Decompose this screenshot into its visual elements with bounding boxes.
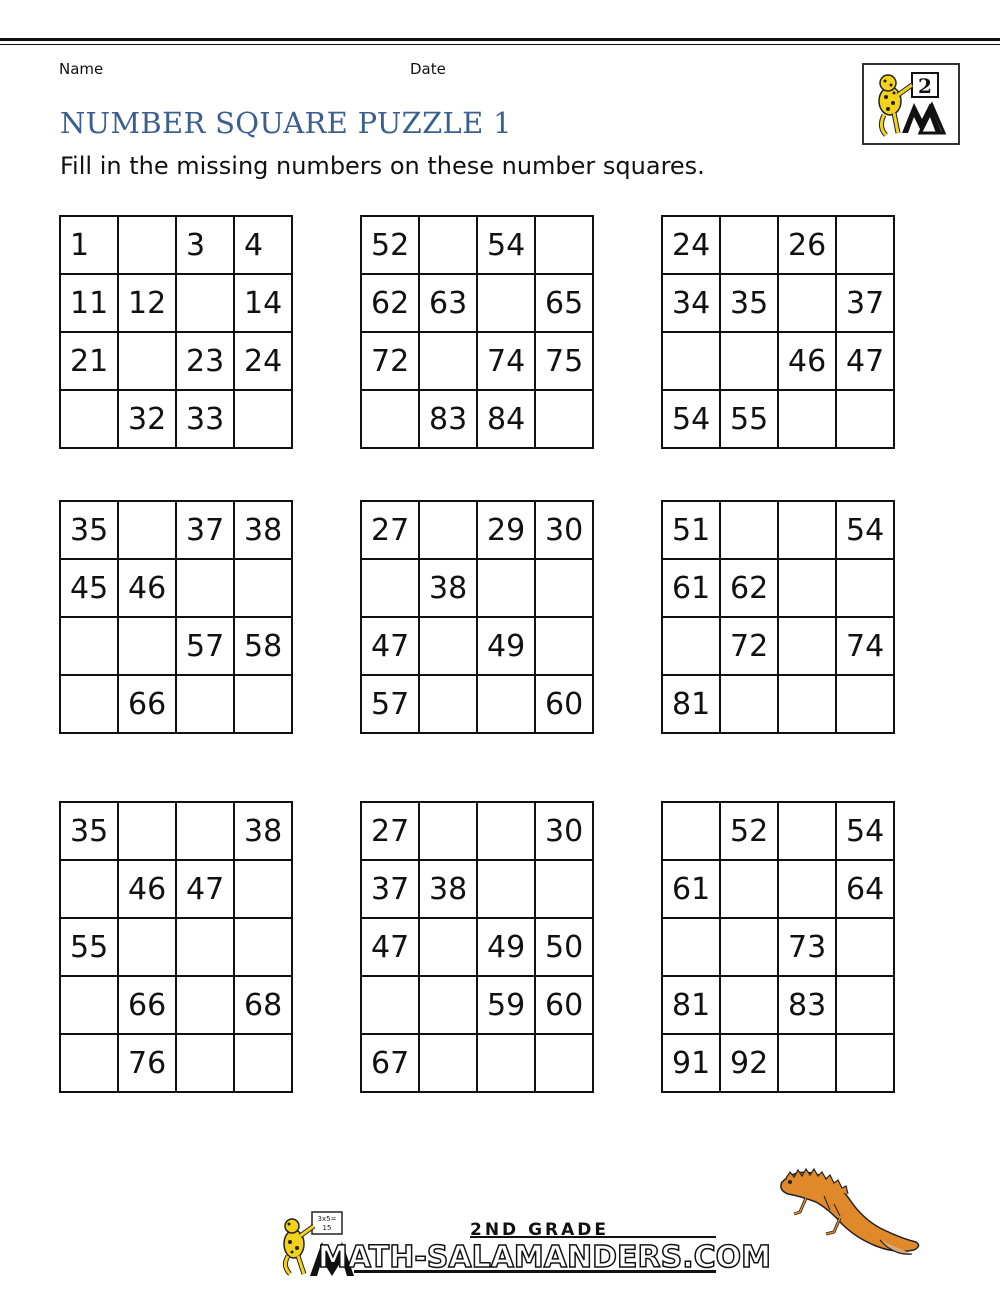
number-square-5 <box>360 500 594 734</box>
blank-cell[interactable] <box>176 675 234 733</box>
svg-text:3x5=: 3x5= <box>317 1215 337 1223</box>
blank-cell[interactable] <box>535 617 593 675</box>
number-cell: 26 <box>778 216 836 274</box>
grid-row <box>361 559 593 617</box>
blank-cell[interactable] <box>535 860 593 918</box>
number-cell: 72 <box>361 332 419 390</box>
name-label: Name <box>59 60 104 78</box>
number-cell: 57 <box>361 675 419 733</box>
number-cell: 37 <box>836 274 894 332</box>
blank-cell[interactable] <box>836 559 894 617</box>
number-cell: 75 <box>535 332 593 390</box>
number-cell: 61 <box>662 559 720 617</box>
number-cell: 30 <box>535 802 593 860</box>
number-cell: 24 <box>662 216 720 274</box>
number-cell: 73 <box>778 918 836 976</box>
blank-cell[interactable] <box>118 617 176 675</box>
number-square-3 <box>661 215 895 449</box>
page-title: NUMBER SQUARE PUZZLE 1 <box>60 106 512 140</box>
blank-cell[interactable] <box>720 860 778 918</box>
grid-row <box>361 216 593 274</box>
grid-row <box>361 802 593 860</box>
blank-cell[interactable] <box>477 1034 535 1092</box>
grid-row <box>361 675 593 733</box>
number-cell: 76 <box>118 1034 176 1092</box>
blank-cell[interactable] <box>778 501 836 559</box>
blank-cell[interactable] <box>662 332 720 390</box>
blank-cell[interactable] <box>419 976 477 1034</box>
number-cell: 38 <box>234 501 292 559</box>
number-cell: 50 <box>535 918 593 976</box>
number-square-1 <box>59 215 293 449</box>
number-cell: 52 <box>720 802 778 860</box>
blank-cell[interactable] <box>419 1034 477 1092</box>
svg-text:2: 2 <box>918 74 932 98</box>
number-cell: 52 <box>361 216 419 274</box>
number-cell: 60 <box>535 976 593 1034</box>
blank-cell[interactable] <box>176 1034 234 1092</box>
number-cell: 34 <box>662 274 720 332</box>
blank-cell[interactable] <box>60 976 118 1034</box>
blank-cell[interactable] <box>535 390 593 448</box>
number-cell: 35 <box>720 274 778 332</box>
date-label: Date <box>410 60 446 78</box>
number-cell: 38 <box>234 802 292 860</box>
blank-cell[interactable] <box>176 976 234 1034</box>
blank-cell[interactable] <box>836 390 894 448</box>
blank-cell[interactable] <box>836 918 894 976</box>
blank-cell[interactable] <box>118 501 176 559</box>
salamander-icon <box>776 1160 926 1260</box>
grid-row <box>662 860 894 918</box>
number-cell: 68 <box>234 976 292 1034</box>
number-cell: 3 <box>176 216 234 274</box>
number-cell: 60 <box>535 675 593 733</box>
number-cell: 45 <box>60 559 118 617</box>
number-square-8 <box>360 801 594 1093</box>
blank-cell[interactable] <box>234 918 292 976</box>
blank-cell[interactable] <box>535 559 593 617</box>
blank-cell[interactable] <box>778 802 836 860</box>
number-cell: 84 <box>477 390 535 448</box>
grid-row <box>662 675 894 733</box>
grid-row <box>60 918 292 976</box>
blank-cell[interactable] <box>234 675 292 733</box>
blank-cell[interactable] <box>477 675 535 733</box>
grid-row <box>361 918 593 976</box>
number-cell: 27 <box>361 802 419 860</box>
grid-row <box>662 559 894 617</box>
grid-row <box>662 501 894 559</box>
blank-cell[interactable] <box>778 1034 836 1092</box>
number-cell: 91 <box>662 1034 720 1092</box>
number-cell: 57 <box>176 617 234 675</box>
number-cell: 38 <box>419 860 477 918</box>
blank-cell[interactable] <box>778 860 836 918</box>
grid-row <box>361 501 593 559</box>
number-square-9 <box>661 801 895 1093</box>
grid-row <box>361 274 593 332</box>
blank-cell[interactable] <box>176 802 234 860</box>
grid-row <box>662 332 894 390</box>
blank-cell[interactable] <box>361 390 419 448</box>
blank-cell[interactable] <box>836 216 894 274</box>
blank-cell[interactable] <box>176 274 234 332</box>
number-cell: 64 <box>836 860 894 918</box>
number-cell: 33 <box>176 390 234 448</box>
number-cell: 72 <box>720 617 778 675</box>
number-cell: 51 <box>662 501 720 559</box>
number-cell: 49 <box>477 617 535 675</box>
number-cell: 46 <box>118 559 176 617</box>
blank-cell[interactable] <box>720 675 778 733</box>
number-square-7 <box>59 801 293 1093</box>
blank-cell[interactable] <box>419 802 477 860</box>
grid-row <box>361 390 593 448</box>
blank-cell[interactable] <box>176 559 234 617</box>
blank-cell[interactable] <box>60 675 118 733</box>
blank-cell[interactable] <box>234 559 292 617</box>
svg-text:15: 15 <box>322 1224 332 1232</box>
grid-row <box>60 860 292 918</box>
number-cell: 54 <box>662 390 720 448</box>
blank-cell[interactable] <box>662 802 720 860</box>
blank-cell[interactable] <box>118 802 176 860</box>
number-cell: 1 <box>60 216 118 274</box>
number-cell: 74 <box>836 617 894 675</box>
grid-row <box>60 802 292 860</box>
grid-row <box>662 1034 894 1092</box>
number-cell: 29 <box>477 501 535 559</box>
number-cell: 37 <box>176 501 234 559</box>
grid-row <box>60 617 292 675</box>
number-cell: 47 <box>176 860 234 918</box>
blank-cell[interactable] <box>419 918 477 976</box>
number-cell: 4 <box>234 216 292 274</box>
blank-cell[interactable] <box>60 617 118 675</box>
blank-cell[interactable] <box>778 617 836 675</box>
number-cell: 32 <box>118 390 176 448</box>
number-cell: 47 <box>836 332 894 390</box>
number-cell: 81 <box>662 976 720 1034</box>
number-cell: 47 <box>361 617 419 675</box>
blank-cell[interactable] <box>477 274 535 332</box>
header-rule-thick <box>0 38 1000 41</box>
blank-cell[interactable] <box>419 216 477 274</box>
blank-cell[interactable] <box>778 390 836 448</box>
grid-row <box>60 976 292 1034</box>
number-cell: 12 <box>118 274 176 332</box>
grid-row <box>361 617 593 675</box>
grid-row <box>662 390 894 448</box>
grid-row <box>662 802 894 860</box>
blank-cell[interactable] <box>720 216 778 274</box>
number-cell: 38 <box>419 559 477 617</box>
grid-row <box>60 501 292 559</box>
blank-cell[interactable] <box>662 918 720 976</box>
blank-cell[interactable] <box>535 1034 593 1092</box>
grid-row <box>662 976 894 1034</box>
number-cell: 55 <box>720 390 778 448</box>
grid-row <box>662 216 894 274</box>
number-cell: 54 <box>836 802 894 860</box>
number-cell: 23 <box>176 332 234 390</box>
blank-cell[interactable] <box>778 274 836 332</box>
grid-row <box>60 1034 292 1092</box>
number-cell: 58 <box>234 617 292 675</box>
number-cell: 47 <box>361 918 419 976</box>
blank-cell[interactable] <box>176 918 234 976</box>
number-cell: 14 <box>234 274 292 332</box>
blank-cell[interactable] <box>836 976 894 1034</box>
number-square-2 <box>360 215 594 449</box>
blank-cell[interactable] <box>118 918 176 976</box>
blank-cell[interactable] <box>234 390 292 448</box>
blank-cell[interactable] <box>419 675 477 733</box>
grid-row <box>361 332 593 390</box>
blank-cell[interactable] <box>234 1034 292 1092</box>
grid-row <box>662 918 894 976</box>
grid-row <box>60 332 292 390</box>
blank-cell[interactable] <box>778 675 836 733</box>
blank-cell[interactable] <box>60 390 118 448</box>
header-rule-thin <box>0 44 1000 45</box>
number-cell: 62 <box>361 274 419 332</box>
grid-row <box>60 274 292 332</box>
number-cell: 83 <box>419 390 477 448</box>
number-cell: 92 <box>720 1034 778 1092</box>
number-cell: 74 <box>477 332 535 390</box>
number-cell: 62 <box>720 559 778 617</box>
number-cell: 55 <box>60 918 118 976</box>
number-cell: 21 <box>60 332 118 390</box>
blank-cell[interactable] <box>60 860 118 918</box>
blank-cell[interactable] <box>60 1034 118 1092</box>
number-cell: 35 <box>60 802 118 860</box>
number-cell: 65 <box>535 274 593 332</box>
number-cell: 37 <box>361 860 419 918</box>
number-cell: 54 <box>836 501 894 559</box>
number-cell: 27 <box>361 501 419 559</box>
number-cell: 81 <box>662 675 720 733</box>
number-cell: 63 <box>419 274 477 332</box>
number-cell: 24 <box>234 332 292 390</box>
salamander-logo-icon <box>864 65 958 143</box>
blank-cell[interactable] <box>361 976 419 1034</box>
number-cell: 30 <box>535 501 593 559</box>
blank-cell[interactable] <box>836 1034 894 1092</box>
blank-cell[interactable] <box>778 559 836 617</box>
blank-cell[interactable] <box>118 216 176 274</box>
blank-cell[interactable] <box>477 860 535 918</box>
grid-row <box>361 976 593 1034</box>
grade-logo <box>862 63 960 145</box>
number-cell: 49 <box>477 918 535 976</box>
number-cell: 46 <box>778 332 836 390</box>
number-cell: 83 <box>778 976 836 1034</box>
blank-cell[interactable] <box>361 559 419 617</box>
grid-row <box>662 274 894 332</box>
blank-cell[interactable] <box>419 617 477 675</box>
grid-row <box>60 559 292 617</box>
blank-cell[interactable] <box>720 976 778 1034</box>
footer-grade: 2ND GRADE <box>470 1220 610 1240</box>
blank-cell[interactable] <box>477 559 535 617</box>
number-cell: 54 <box>477 216 535 274</box>
footer-site: MATH-SALAMANDERS.COM <box>318 1240 771 1275</box>
number-cell: 61 <box>662 860 720 918</box>
number-cell: 66 <box>118 976 176 1034</box>
number-cell: 35 <box>60 501 118 559</box>
blank-cell[interactable] <box>118 332 176 390</box>
blank-cell[interactable] <box>234 860 292 918</box>
blank-cell[interactable] <box>662 617 720 675</box>
instructions: Fill in the missing numbers on these number squares. <box>60 152 705 180</box>
blank-cell[interactable] <box>477 802 535 860</box>
grid-row <box>361 1034 593 1092</box>
blank-cell[interactable] <box>720 332 778 390</box>
number-square-4 <box>59 500 293 734</box>
grid-row <box>60 216 292 274</box>
number-cell: 67 <box>361 1034 419 1092</box>
blank-cell[interactable] <box>720 501 778 559</box>
blank-cell[interactable] <box>535 216 593 274</box>
blank-cell[interactable] <box>419 501 477 559</box>
blank-cell[interactable] <box>836 675 894 733</box>
blank-cell[interactable] <box>720 918 778 976</box>
number-cell: 66 <box>118 675 176 733</box>
number-cell: 46 <box>118 860 176 918</box>
blank-cell[interactable] <box>419 332 477 390</box>
number-square-6 <box>661 500 895 734</box>
number-cell: 11 <box>60 274 118 332</box>
grid-row <box>662 617 894 675</box>
grid-row <box>361 860 593 918</box>
grid-row <box>60 675 292 733</box>
number-cell: 59 <box>477 976 535 1034</box>
grid-row <box>60 390 292 448</box>
